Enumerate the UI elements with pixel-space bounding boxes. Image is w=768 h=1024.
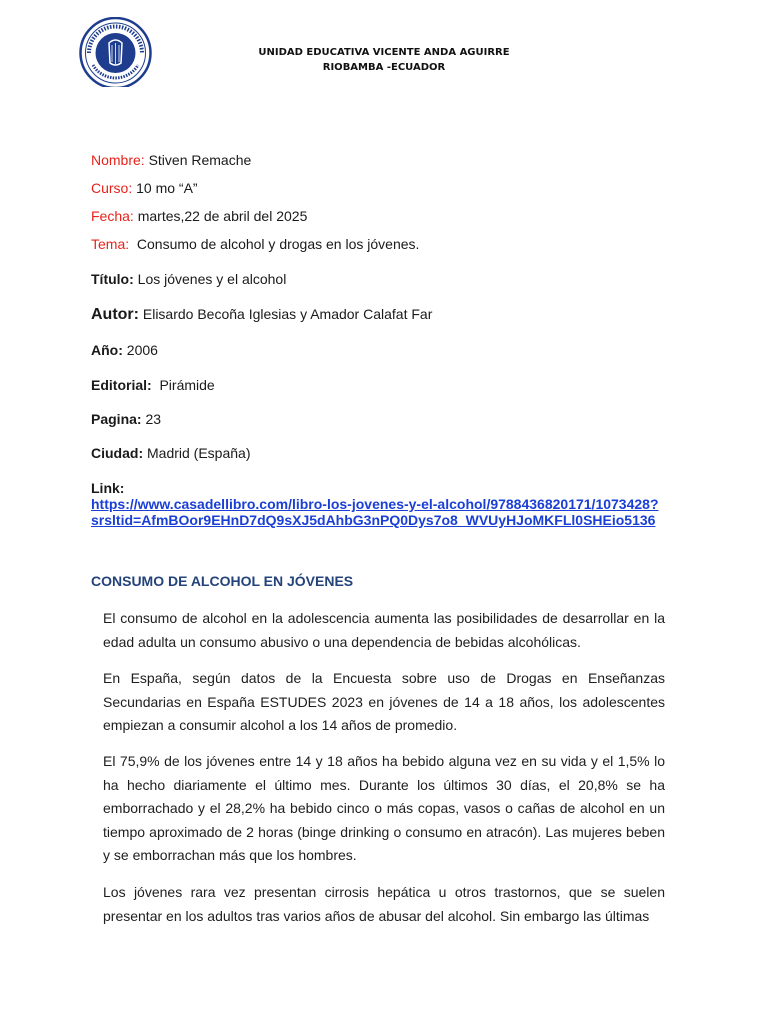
anio-value: 2006 xyxy=(126,342,158,358)
editorial-row xyxy=(91,376,215,394)
paragraph-1: El consumo de alcohol en la adolescencia aumenta las posibilidades de desarrollar en la edad adulta un consumo abusivo o una dependencia de bebidas alcohólicas. xyxy=(103,610,665,650)
anio-row xyxy=(91,341,158,359)
source-link-line-1[interactable]: https://www.casadellibro.com/libro-los-jovenes-y-el-alcohol/9788436820171/1073428? xyxy=(91,496,659,512)
school-location: RIOBAMBA -ECUADOR xyxy=(322,62,446,73)
editorial-label: Editorial: xyxy=(91,377,152,393)
link-row xyxy=(91,479,124,497)
curso-label: Curso: xyxy=(91,180,133,196)
school-name: UNIDAD EDUCATIVA VICENTE ANDA AGUIRRE xyxy=(258,47,510,58)
fecha-value: martes,22 de abril del 2025 xyxy=(137,208,308,224)
titulo-label: Título: xyxy=(91,271,134,287)
autor-row xyxy=(91,305,432,324)
curso-value: 10 mo “A” xyxy=(136,180,198,196)
document-header xyxy=(0,45,768,75)
tema-value: Consumo de alcohol y drogas en los jóvenes. xyxy=(136,236,420,252)
source-link[interactable] xyxy=(91,496,659,528)
nombre-label: Nombre: xyxy=(91,152,145,168)
link-label: Link: xyxy=(91,480,125,496)
fecha-label: Fecha: xyxy=(91,208,134,224)
paragraph-3: El 75,9% de los jóvenes entre 14 y 18 años ha bebido alguna vez en su vida y el 1,5% lo ha hecho diariamente el último mes. Durante los últimos 30 días, el 20,8% se ha emborrachado y el 28,2% ha bebido cinco o más copas, vasos o cañas de alcohol en un tiempo aproximado de 2 horas (binge drinking o consumo en atracón). Las mujeres beben y se emborrachan más que los hombres. xyxy=(103,753,665,863)
curso-row xyxy=(91,179,198,197)
anio-label: Año: xyxy=(91,342,123,358)
autor-label: Autor: xyxy=(91,306,139,323)
nombre-row xyxy=(91,151,251,169)
editorial-value: Pirámide xyxy=(159,377,215,393)
tema-row xyxy=(91,235,419,253)
titulo-row xyxy=(91,270,286,288)
section-heading: CONSUMO DE ALCOHOL EN JÓVENES xyxy=(91,573,354,589)
pagina-value: 23 xyxy=(145,411,162,427)
tema-label: Tema: xyxy=(91,236,130,252)
source-link-line-2[interactable]: srsltid=AfmBOor9EHnD7dQ9sXJ5dAhbG3nPQ0Dys7o8_WVUyHJoMKFLl0SHEio5136 xyxy=(91,512,656,528)
pagina-row xyxy=(91,410,161,428)
paragraph-4: Los jóvenes rara vez presentan cirrosis hepática u otros trastornos, que se suelen presentar en los adultos tras varios años de abusar del alcohol. Sin embargo las últimas xyxy=(103,884,665,924)
paragraph-2: En España, según datos de la Encuesta sobre uso de Drogas en Enseñanzas Secundarias en España ESTUDES 2023 en jóvenes de 14 a 18 años, los adolescentes empiezan a consumir alcohol a los 14 años de promedio. xyxy=(103,670,665,733)
nombre-value: Stiven Remache xyxy=(148,152,252,168)
ciudad-row xyxy=(91,444,251,462)
autor-value: Elisardo Becoña Iglesias y Amador Calafat Far xyxy=(142,306,433,322)
ciudad-label: Ciudad: xyxy=(91,445,144,461)
ciudad-value: Madrid (España) xyxy=(147,445,251,461)
titulo-value: Los jóvenes y el alcohol xyxy=(137,271,287,287)
fecha-row xyxy=(91,207,307,225)
pagina-label: Pagina: xyxy=(91,411,142,427)
